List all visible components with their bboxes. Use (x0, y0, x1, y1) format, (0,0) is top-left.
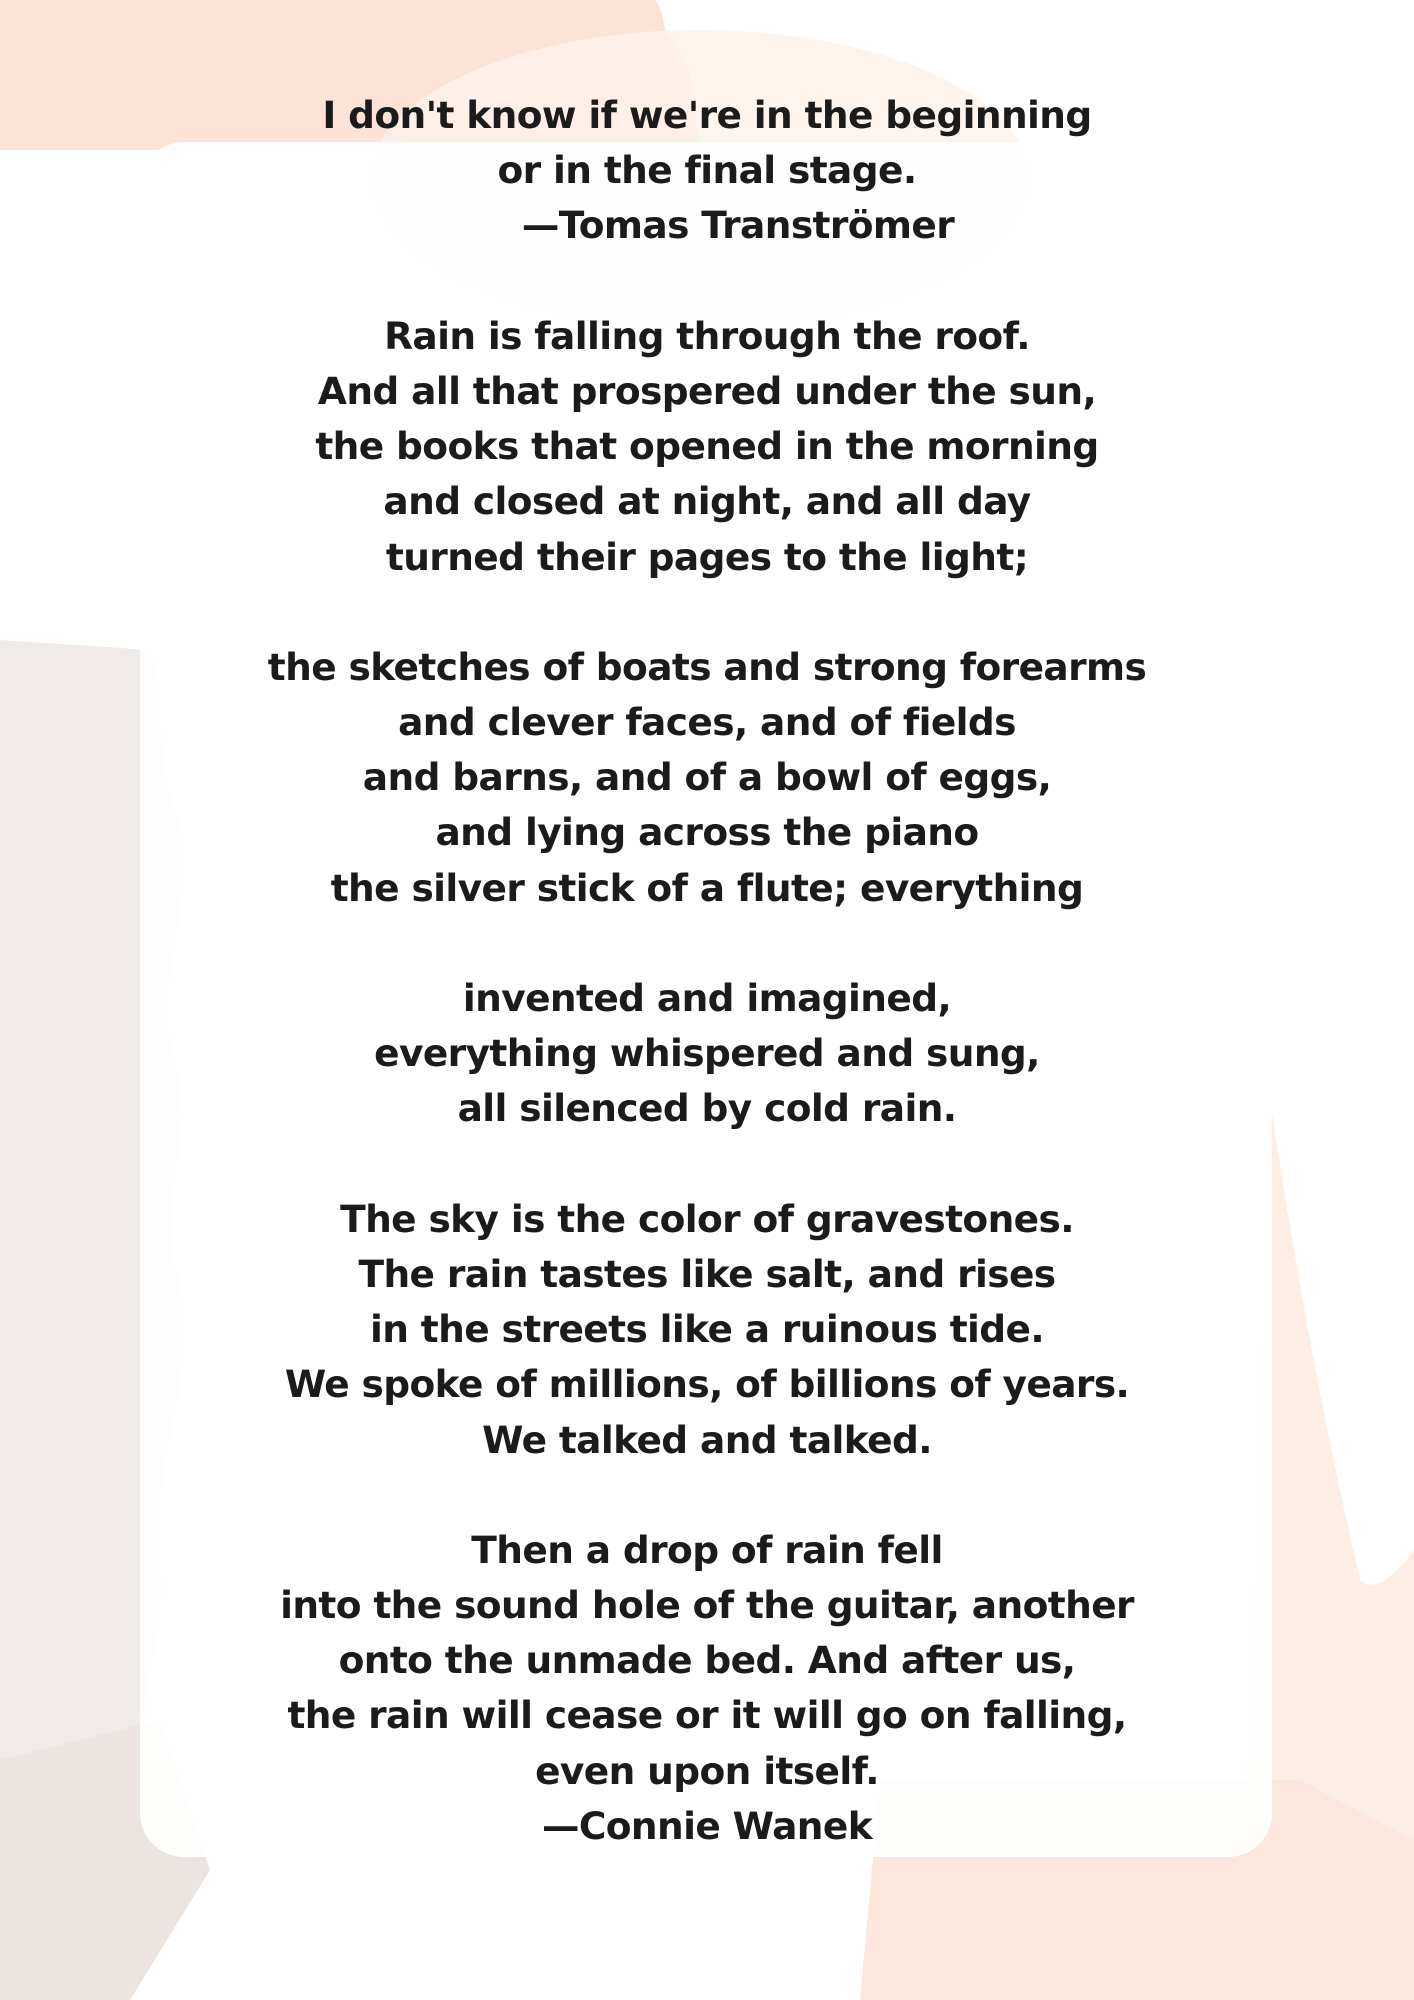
poem-line: and barns, and of a bowl of eggs, (362, 755, 1052, 800)
epigraph-line: I don't know if we're in the beginning (322, 93, 1092, 137)
poem-author: —Connie Wanek (541, 1803, 873, 1848)
poem-line: Rain is falling through the roof. (384, 313, 1030, 358)
stanza-break (0, 916, 1414, 971)
poem-line: the silver stick of a flute; everything (330, 865, 1084, 910)
poem-line: And all that prospered under the sun, (317, 368, 1097, 413)
poem-line: We spoke of millions, of billions of years. (284, 1362, 1130, 1407)
poem-line: and clever faces, and of fields (398, 700, 1016, 745)
poem-line: Then a drop of rain fell (471, 1527, 943, 1572)
poem-line: the books that opened in the morning (315, 424, 1099, 469)
poem-line: into the sound hole of the guitar, another (280, 1583, 1134, 1628)
poem-line: the sketches of boats and strong forearms (267, 644, 1147, 689)
poem-line: We talked and talked. (482, 1417, 932, 1462)
poem-line: everything whispered and sung, (374, 1031, 1040, 1076)
poem-line: the rain will cease or it will go on falling, (287, 1693, 1127, 1738)
poem-line: The rain tastes like salt, and rises (358, 1251, 1056, 1296)
poem-line: turned their pages to the light; (385, 534, 1029, 579)
epigraph-attribution: —Tomas Tranströmer (521, 203, 955, 248)
poem-line: all silenced by cold rain. (457, 1086, 957, 1131)
poem-line: in the streets like a ruinous tide. (370, 1307, 1044, 1352)
poem-text (0, 88, 1414, 1854)
stanza-break (0, 254, 1414, 309)
poem-line: even upon itself. (535, 1748, 879, 1793)
stanza-break (0, 585, 1414, 640)
stanza-break (0, 1468, 1414, 1523)
poem-line: invented and imagined, (462, 976, 952, 1020)
epigraph-line: or in the final stage. (497, 148, 917, 193)
stanza-break (0, 1137, 1414, 1192)
poem-line: onto the unmade bed. And after us, (338, 1638, 1076, 1683)
poem-line: and lying across the piano (435, 810, 979, 855)
poem-line: and closed at night, and all day (383, 479, 1031, 524)
poem-line: The sky is the color of gravestones. (340, 1196, 1074, 1241)
